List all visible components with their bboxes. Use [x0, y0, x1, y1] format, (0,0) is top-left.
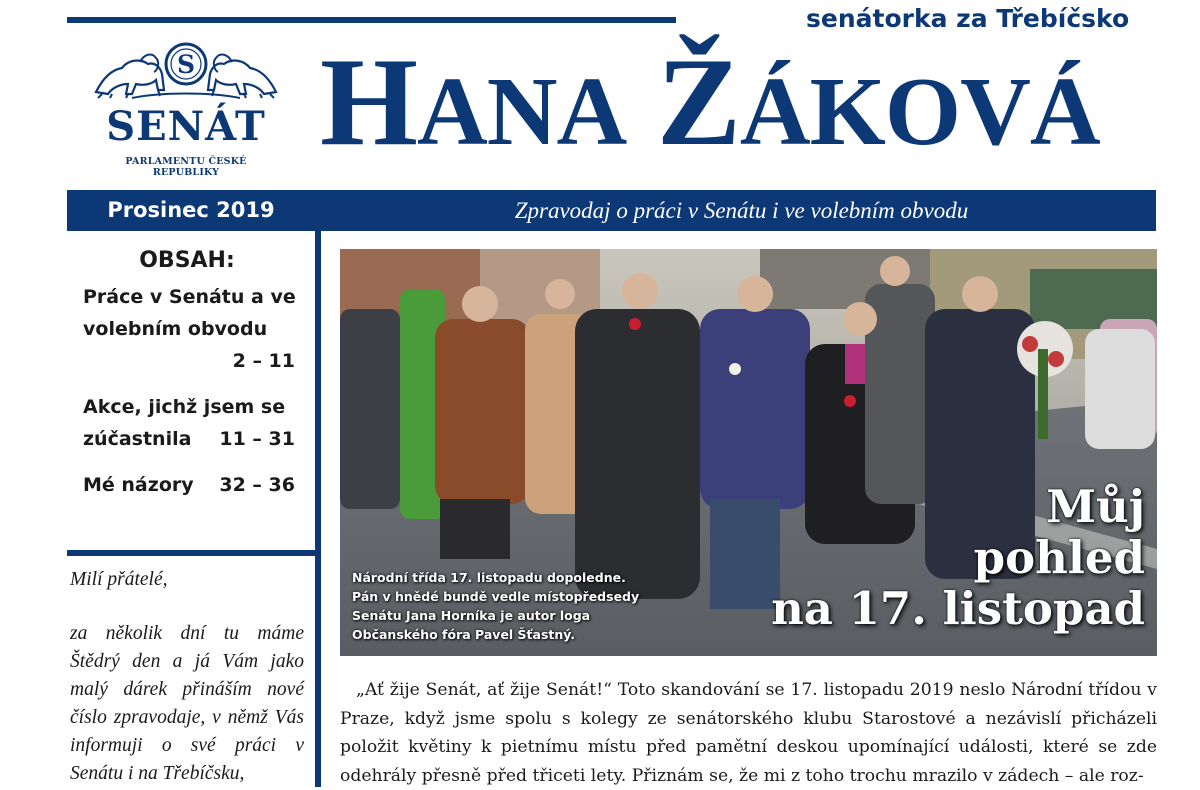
photo-headline	[765, 481, 1145, 634]
senator-line: senátorka za Třebíčsko	[806, 4, 1130, 33]
logo-word: SENÁT	[106, 103, 266, 150]
toc-entry[interactable]	[67, 391, 307, 455]
headline-line-1: Můj	[1046, 480, 1145, 533]
logo-subtitle: PARLAMENTU ČESKÉ REPUBLIKY	[125, 156, 247, 178]
logo-letter: S	[176, 50, 196, 79]
name-last-rest: ÁKOVÁ	[739, 58, 1100, 166]
toc-entry[interactable]	[67, 469, 307, 501]
toc-title: OBSAH:	[139, 248, 235, 273]
letter-greeting: Milí přátelé,	[70, 569, 168, 590]
headline-line-3: na 17. listopad	[771, 582, 1145, 635]
sidebar-rule	[67, 550, 319, 556]
toc-entry-label: zúčastnila	[83, 428, 192, 450]
issue-date: Prosinec 2019	[107, 198, 275, 222]
article-body: „Ať žije Senát, ať žije Senát!“ Toto skandování se 17. listopadu 2019 neslo Národní třídou v Praze, když jsme spolu s kolegy ze senátorského klubu Starostové a nezávislí přicházeli položit květiny k pietnímu místu před pamětní deskou upomínající události, které se zde odehrály přesně před třiceti lety. Přiznám se, že mi z toho trochu mrazilo v zádech – ale roz-	[340, 680, 1157, 786]
toc-entry-pages: 11 – 31	[219, 428, 295, 450]
name-first-initial: H	[320, 33, 418, 172]
senat-logo	[92, 40, 280, 178]
newsletter-subtitle: Zpravodaj o práci v Senátu i ve volebním obvodu	[514, 198, 969, 223]
table-of-contents	[67, 248, 307, 501]
top-rule	[67, 17, 676, 23]
toc-entry-label: volebním obvodu	[83, 318, 268, 340]
toc-entry-pages: 2 – 11	[232, 350, 295, 372]
header-band	[67, 190, 1156, 231]
editor-letter	[70, 566, 304, 788]
letter-body: za několik dní tu máme Štědrý den a já Vám jako malý dárek přináším nové číslo zpravodaje, v němž Vás informuji o své práci v Senátu i na Třebíčsku,	[70, 623, 304, 784]
lead-photo	[340, 249, 1157, 656]
photo-caption: Národní třída 17. listopadu dopoledne. Pán v hnědé bundě vedle místopředsedy Senátu Jana Horníka je autor loga Občanského fóra Pavel Šťastný.	[352, 570, 640, 642]
toc-entry-label: Akce, jichž jsem se	[83, 396, 286, 418]
lions-emblem-icon	[92, 40, 280, 104]
headline-line-2: pohled	[973, 531, 1145, 584]
toc-entry[interactable]	[67, 281, 307, 377]
toc-entry-label: Práce v Senátu a ve	[83, 286, 296, 308]
toc-entry-pages: 32 – 36	[219, 474, 295, 496]
column-divider	[315, 231, 321, 787]
name-last-initial: Ž	[656, 33, 740, 172]
name-first-rest: ANA	[417, 58, 627, 166]
masthead-name	[320, 28, 1160, 178]
toc-entry-label: Mé názory	[83, 474, 194, 496]
